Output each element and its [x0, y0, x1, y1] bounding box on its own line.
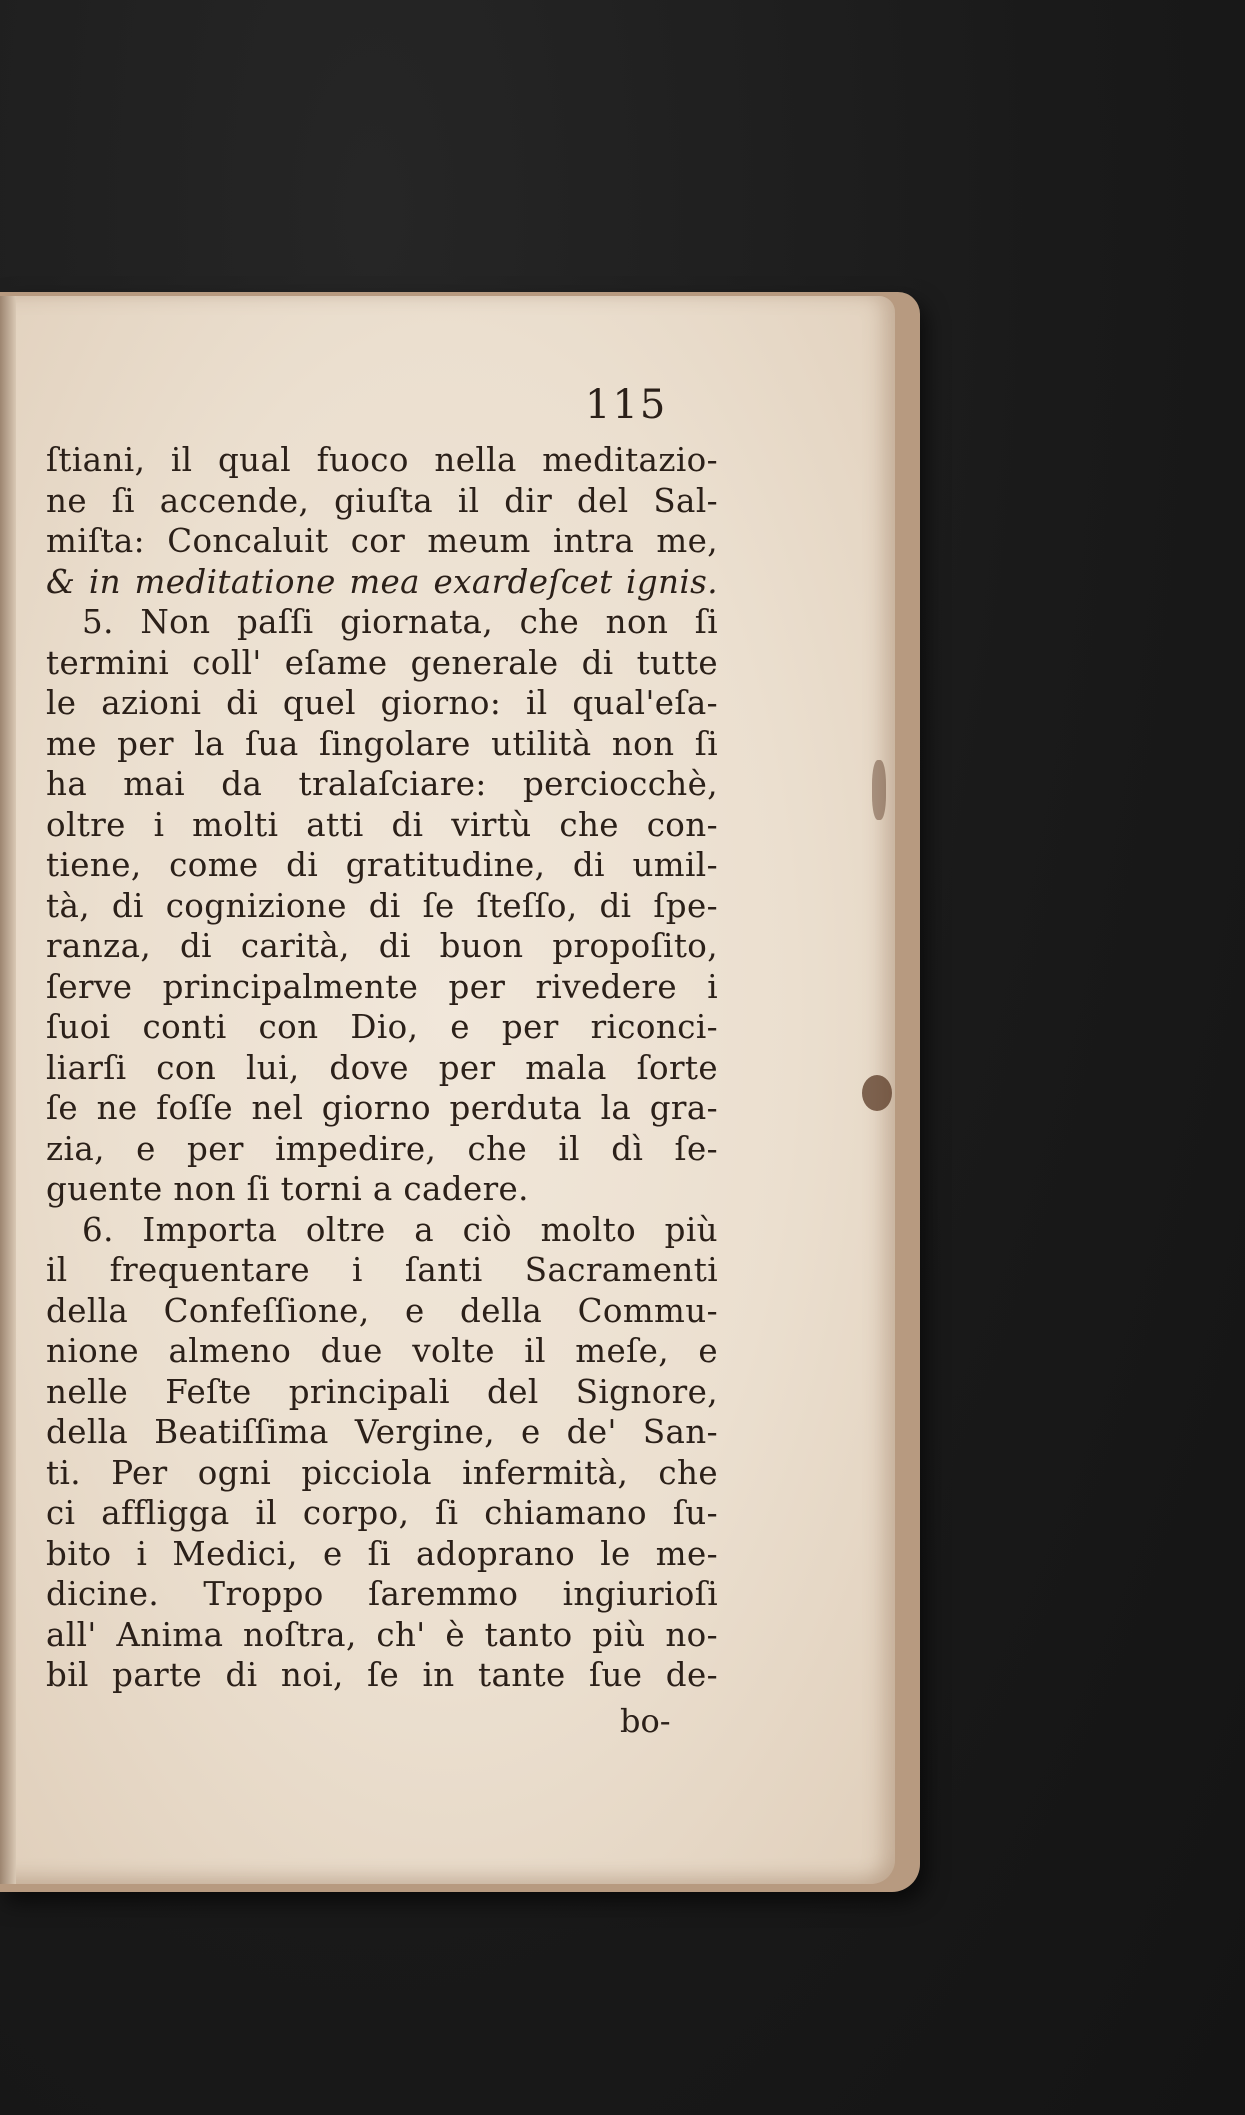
text-line: oltre i molti atti di virtù che con- [46, 805, 718, 844]
text-line: tiene, come di gratitudine, di umil- [46, 846, 718, 884]
page-number: 115 [585, 382, 668, 428]
text-line: me per la ſua ſingolare utilità non ſi [46, 724, 718, 763]
text-line: dicine. Troppo ſaremmo ingiurioſi [46, 1575, 718, 1613]
text-line: della Confeſſione, e della Commu- [46, 1291, 718, 1330]
text-line: nelle Feſte principali del Signore, [46, 1372, 718, 1411]
text-line: bil parte di noi, ſe in tante ſue de- [46, 1656, 718, 1694]
text-line: liarſi con lui, dove per mala ſorte [46, 1048, 718, 1087]
text-line: ſerve principalmente per rivedere i [46, 967, 718, 1006]
text-line: nione almeno due volte il meſe, e [46, 1332, 718, 1370]
text-line: ranza, di carità, di buon propoſito, [46, 927, 718, 965]
text-line: 6. Importa oltre a ciò molto più [82, 1210, 718, 1249]
text-line: ci affligga il corpo, ſi chiamano ſu- [46, 1494, 718, 1532]
text-line: le azioni di quel giorno: il qual'eſa- [46, 684, 718, 722]
text-line: termini coll' eſame generale di tutte [46, 643, 718, 682]
book-gutter [0, 296, 16, 1884]
text-line: ha mai da tralaſciare: perciocchè, [46, 765, 718, 803]
text-line: zia, e per impedire, che il dì ſe- [46, 1129, 718, 1168]
text-line: tà, di cognizione di ſe ſteſſo, di ſpe- [46, 886, 718, 925]
text-line: della Beatiſſima Vergine, e de' San- [46, 1413, 718, 1451]
text-line: all' Anima noſtra, ch' è tanto più no- [46, 1615, 718, 1654]
text-line: ſtiani, il qual fuoco nella meditazio- [46, 441, 718, 479]
text-line: miſta: Concaluit cor meum intra me, [46, 522, 718, 560]
catchword: bo- [620, 1702, 671, 1740]
text-line: guente non ſi torni a cadere. [46, 1170, 529, 1208]
page-edge-stain [862, 1075, 892, 1111]
text-line: ſe ne foſſe nel giorno perduta la gra- [46, 1089, 718, 1127]
text-line: 5. Non paſſi giornata, che non ſi [82, 603, 718, 641]
text-line: ſuoi conti con Dio, e per riconci- [46, 1008, 718, 1046]
text-line: & in meditatione mea exardeſcet ignis. [46, 562, 718, 601]
text-line: ne ſi accende, giuſta il dir del Sal- [46, 481, 718, 520]
page-edge-stain [872, 760, 886, 820]
text-line: ti. Per ogni picciola infermità, che [46, 1453, 718, 1492]
body-text [46, 440, 718, 1696]
text-line: il frequentare i ſanti Sacramenti [46, 1251, 718, 1289]
text-line: bito i Medici, e ſi adoprano le me- [46, 1534, 718, 1573]
